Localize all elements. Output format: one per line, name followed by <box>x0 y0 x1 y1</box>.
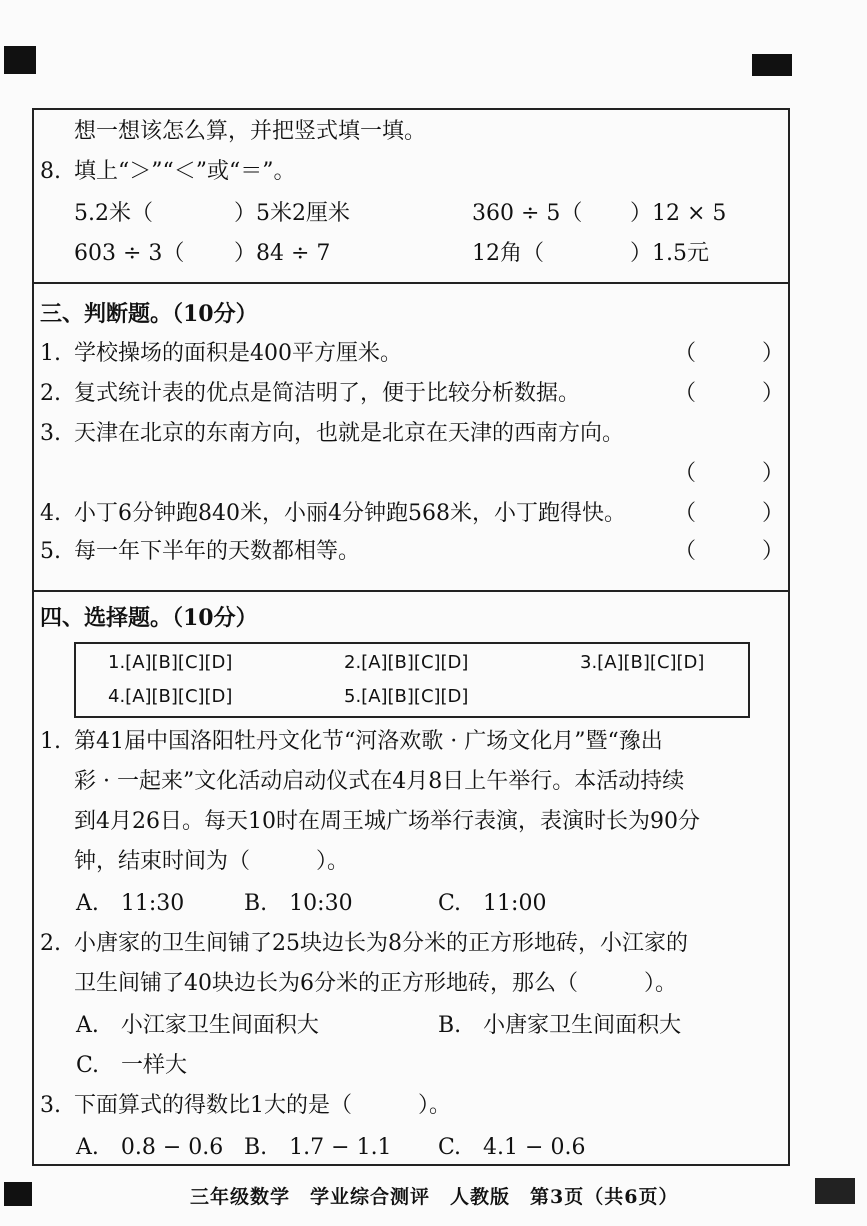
tf-1-number: 1. <box>40 341 61 366</box>
tf-2-answer-blank[interactable]: （ ） <box>674 381 785 406</box>
mc-1-option-b[interactable]: B. 10:30 <box>244 891 353 916</box>
mc-1-option-a[interactable]: A. 11:30 <box>76 891 185 916</box>
section-multiple-choice <box>34 590 788 1164</box>
compare-3-left: 603 ÷ 3（ <box>74 241 185 266</box>
answer-bubble-2[interactable]: 2.[A][B][C][D] <box>344 652 469 673</box>
question-8-number: 8. <box>40 159 61 184</box>
answer-bubble-1[interactable]: 1.[A][B][C][D] <box>108 652 233 673</box>
corner-mark-bottom-right <box>815 1178 855 1204</box>
tf-5-text: 每一年下半年的天数都相等。 <box>74 539 361 564</box>
tf-4-number: 4. <box>40 501 61 526</box>
compare-1-right: ）5米2厘米 <box>234 201 350 226</box>
previous-question-tail: 想一想该怎么算，并把竖式填一填。 <box>74 119 427 144</box>
mc-3-number: 3. <box>40 1093 61 1118</box>
tf-1-answer-blank[interactable]: （ ） <box>674 341 785 366</box>
section-true-false <box>34 282 788 592</box>
answer-bubble-5[interactable]: 5.[A][B][C][D] <box>344 686 469 707</box>
tf-4-answer-blank[interactable]: （ ） <box>674 501 785 526</box>
tf-2-number: 2. <box>40 381 61 406</box>
mc-2-option-a[interactable]: A. 小江家卫生间面积大 <box>76 1013 319 1038</box>
question-8-text: 填上“＞”“＜”或“＝”。 <box>74 159 296 184</box>
section-2-title: 三、判断题。（10分） <box>40 301 258 327</box>
mc-2-line-2: 卫生间铺了40块边长为6分米的正方形地砖，那么（ ）。 <box>74 971 677 996</box>
tf-2-text: 复式统计表的优点是简洁明了，便于比较分析数据。 <box>74 381 581 406</box>
registration-mark-top-left <box>4 46 36 74</box>
exam-frame <box>32 108 790 1166</box>
mc-1-line-4: 钟，结束时间为（ ）。 <box>74 849 350 874</box>
mc-2-option-b[interactable]: B. 小唐家卫生间面积大 <box>438 1013 682 1038</box>
mc-3-option-c[interactable]: C. 4.1 − 0.6 <box>438 1135 586 1160</box>
answer-bubble-4[interactable]: 4.[A][B][C][D] <box>108 686 233 707</box>
compare-4-right: ）1.5元 <box>630 241 709 266</box>
tf-5-number: 5. <box>40 539 61 564</box>
compare-2-right: ）12 × 5 <box>630 201 727 226</box>
mc-1-line-2: 彩 · 一起来”文化活动启动仪式在4月8日上午举行。本活动持续 <box>74 769 685 794</box>
registration-mark-top-right <box>752 54 792 76</box>
registration-mark-bottom-left <box>4 1182 32 1206</box>
compare-4-left: 12角（ <box>472 241 544 266</box>
section-3-title: 四、选择题。（10分） <box>40 605 258 631</box>
answer-bubble-box <box>74 642 750 718</box>
tf-3-answer-blank[interactable]: （ ） <box>674 461 785 486</box>
tf-1-text: 学校操场的面积是400平方厘米。 <box>74 341 402 366</box>
mc-2-line-1: 小唐家的卫生间铺了25块边长为8分米的正方形地砖，小江家的 <box>74 931 688 956</box>
mc-2-option-c[interactable]: C. 一样大 <box>76 1053 188 1078</box>
compare-3-right: ）84 ÷ 7 <box>234 241 331 266</box>
mc-1-option-c[interactable]: C. 11:00 <box>438 891 547 916</box>
tf-3-text: 天津在北京的东南方向，也就是北京在天津的西南方向。 <box>74 421 625 446</box>
compare-2-left: 360 ÷ 5（ <box>472 201 583 226</box>
page-footer: 三年级数学 学业综合测评 人教版 第3页（共6页） <box>190 1186 679 1208</box>
tf-5-answer-blank[interactable]: （ ） <box>674 539 785 564</box>
mc-1-line-1: 第41届中国洛阳牡丹文化节“河洛欢歌 · 广场文化月”暨“豫出 <box>74 729 663 754</box>
mc-1-line-3: 到4月26日。每天10时在周王城广场举行表演，表演时长为90分 <box>74 809 700 834</box>
answer-bubble-3[interactable]: 3.[A][B][C][D] <box>580 652 705 673</box>
mc-3-option-b[interactable]: B. 1.7 − 1.1 <box>244 1135 392 1160</box>
mc-3-option-a[interactable]: A. 0.8 − 0.6 <box>76 1135 224 1160</box>
tf-3-number: 3. <box>40 421 61 446</box>
tf-4-text: 小丁6分钟跑840米，小丽4分钟跑568米，小丁跑得快。 <box>74 501 626 526</box>
compare-1-left: 5.2米（ <box>74 201 153 226</box>
section-comparison <box>34 110 788 282</box>
mc-2-number: 2. <box>40 931 61 956</box>
mc-3-line-1: 下面算式的得数比1大的是（ ）。 <box>74 1093 451 1118</box>
mc-1-number: 1. <box>40 729 61 754</box>
